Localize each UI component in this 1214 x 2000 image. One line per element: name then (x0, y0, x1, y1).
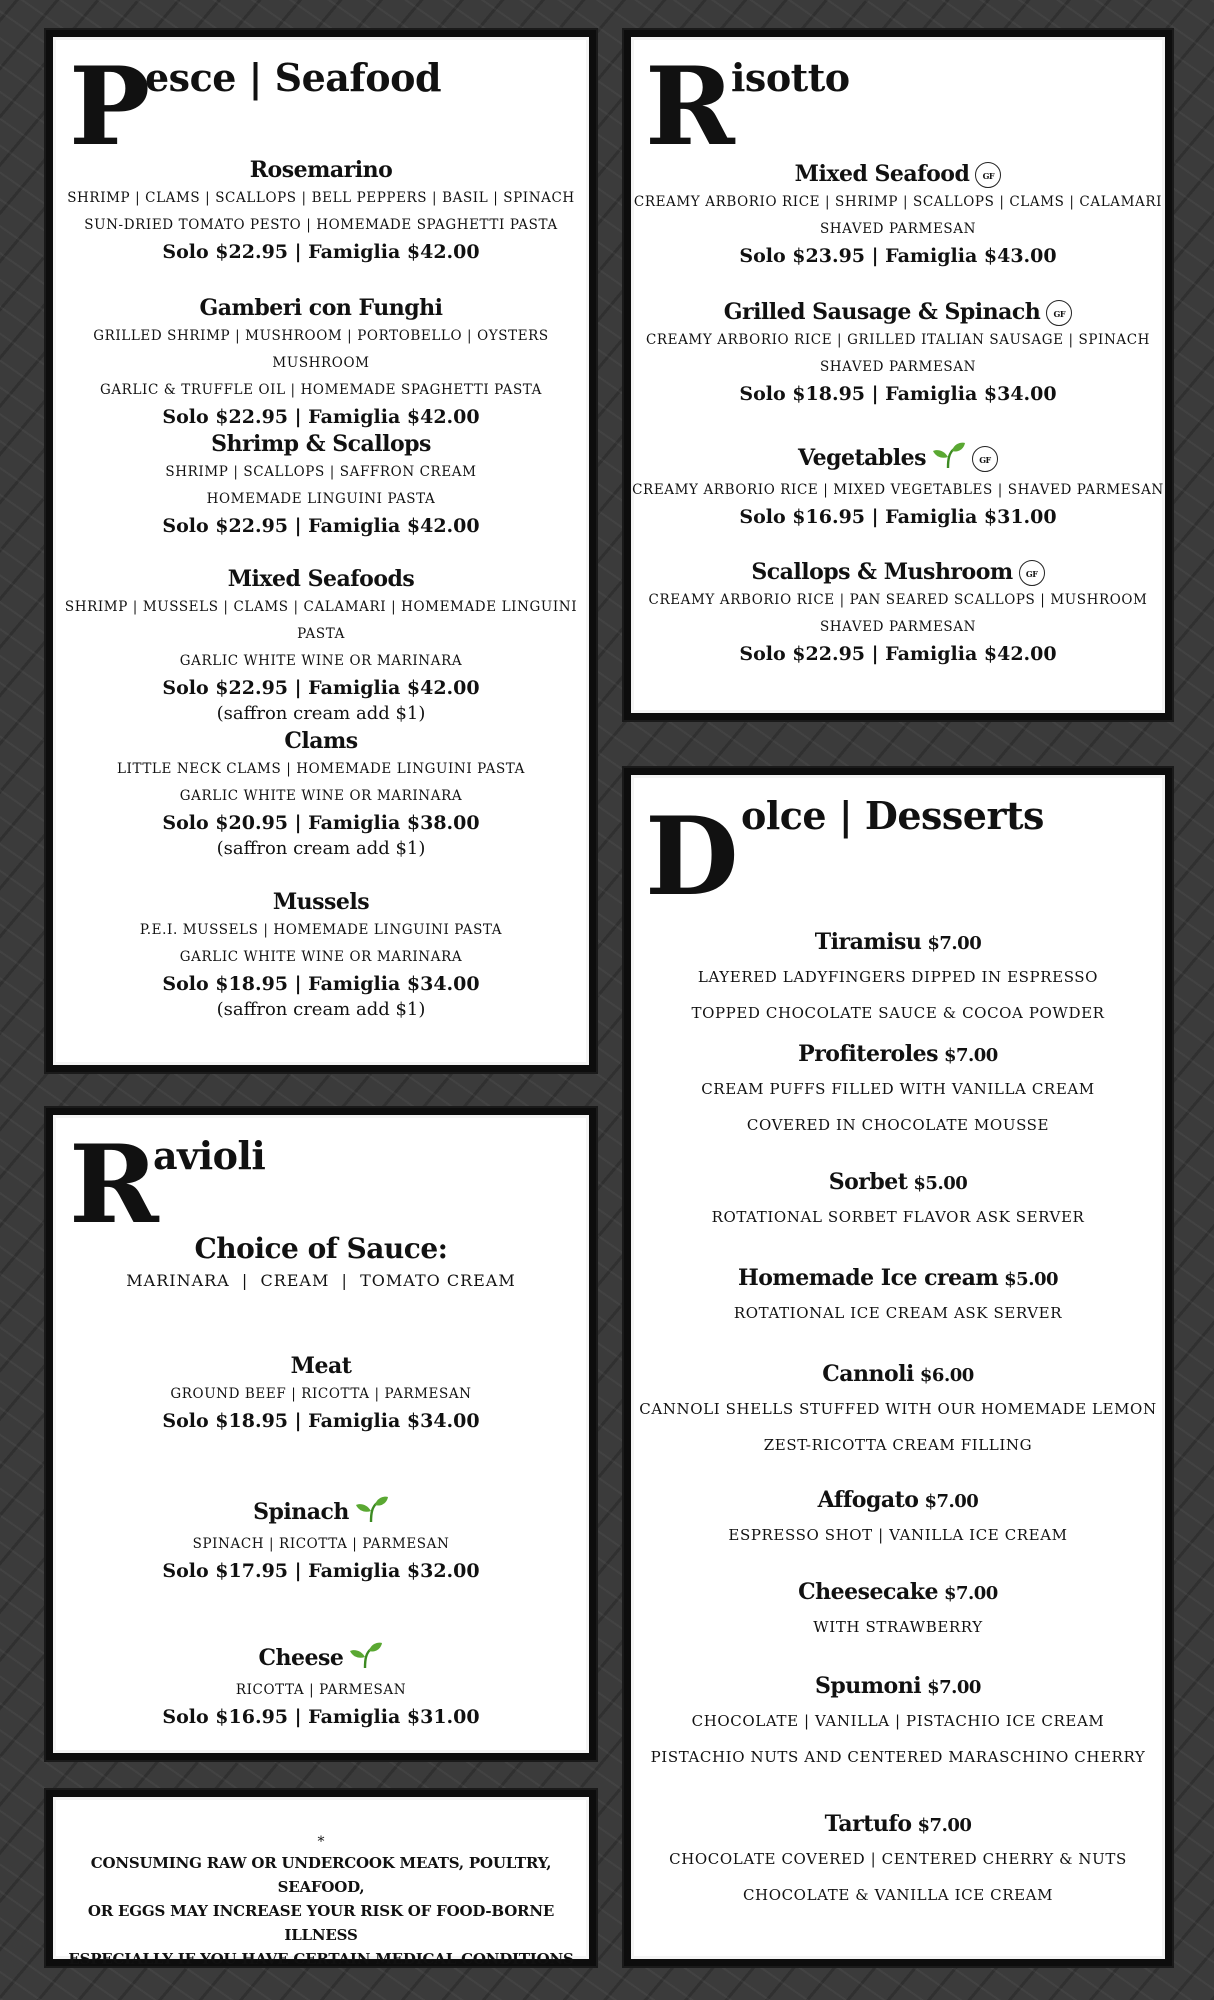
item-name: Spinach (253, 1499, 349, 1525)
risotto-panel (624, 30, 1172, 720)
item-heading (53, 155, 589, 185)
item-price: $7.00 (943, 1045, 998, 1066)
menu-item (631, 297, 1165, 407)
menu-item (631, 1039, 1165, 1143)
item-name: Mussels (272, 889, 370, 915)
vegetarian-leaf-icon (932, 441, 966, 477)
menu-item (53, 293, 589, 430)
item-heading (631, 1485, 1165, 1517)
item-description: CHOCOLATE COVERED | CENTERED CHERRY & NUTS (669, 1850, 1127, 1868)
item-description: SHAVED PARMESAN (819, 359, 977, 375)
ravioli-title: avioli (153, 1133, 266, 1178)
item-name: Profiteroles (798, 1041, 938, 1067)
allergy-warning-panel (46, 1790, 596, 1966)
sauce-choice-title: Choice of Sauce: (194, 1232, 448, 1265)
warning-line-2: OR EGGS MAY INCREASE YOUR RISK OF FOOD-BORNE ILLNESS (87, 1902, 555, 1944)
item-name: Homemade Ice cream (737, 1265, 999, 1291)
sauce-choice (53, 1231, 589, 1295)
menu-item (631, 1485, 1165, 1553)
item-price: Solo $22.95 | Famiglia $42.00 (162, 241, 480, 263)
menu-item (53, 155, 589, 265)
item-price: Solo $18.95 | Famiglia $34.00 (162, 1410, 480, 1432)
item-description: ZEST-RICOTTA CREAM FILLING (763, 1436, 1033, 1454)
gluten-free-icon: GF (975, 162, 1001, 188)
item-description: TOPPED CHOCOLATE SAUCE & COCOA POWDER (691, 1004, 1105, 1022)
warning-text (53, 1833, 589, 1971)
item-description: SUN-DRIED TOMATO PESTO | HOMEMADE SPAGHETTI PASTA (84, 217, 558, 233)
item-price: $7.00 (927, 933, 982, 954)
item-price: Solo $22.95 | Famiglia $42.00 (162, 515, 480, 537)
item-heading (631, 159, 1165, 189)
item-heading (631, 297, 1165, 327)
menu-item (631, 441, 1165, 530)
item-price: Solo $23.95 | Famiglia $43.00 (739, 245, 1057, 267)
item-description: P.E.I. MUSSELS | HOMEMADE LINGUINI PASTA (139, 922, 503, 938)
item-name: Tiramisu (814, 929, 922, 955)
item-name: Affogato (817, 1487, 919, 1513)
menu-item (53, 1495, 589, 1584)
item-price: Solo $17.95 | Famiglia $32.00 (162, 1560, 480, 1582)
item-description: CHOCOLATE | VANILLA | PISTACHIO ICE CREAM (691, 1712, 1105, 1730)
item-description: GARLIC WHITE WINE OR MARINARA (179, 788, 463, 804)
item-description: GRILLED SHRIMP | MUSHROOM | PORTOBELLO | OYSTERS MUSHROOM (93, 328, 549, 371)
item-name: Gamberi con Funghi (199, 295, 443, 321)
warning-line-3: ESPECIALLY IF YOU HAVE CERTAIN MEDICAL CONDITIONS (68, 1950, 574, 1968)
item-name: Scallops & Mushroom (751, 559, 1013, 585)
item-heading (53, 293, 589, 323)
item-price: $5.00 (1004, 1269, 1059, 1290)
item-description: CREAMY ARBORIO RICE | PAN SEARED SCALLOPS | MUSHROOM (648, 592, 1148, 608)
item-price: Solo $22.95 | Famiglia $42.00 (162, 406, 480, 428)
item-description: SHRIMP | CLAMS | SCALLOPS | BELL PEPPERS | BASIL | SPINACH (67, 190, 575, 206)
item-name: Vegetables (798, 445, 926, 471)
item-description: LAYERED LADYFINGERS DIPPED IN ESPRESSO (697, 968, 1099, 986)
item-name: Meat (290, 1353, 352, 1379)
item-heading (53, 564, 589, 594)
item-description: GARLIC WHITE WINE OR MARINARA (179, 653, 463, 669)
item-price: Solo $16.95 | Famiglia $31.00 (162, 1706, 480, 1728)
item-description: ROTATIONAL SORBET FLAVOR ASK SERVER (711, 1208, 1085, 1226)
vegetarian-leaf-icon (349, 1641, 383, 1677)
warning-star: * (317, 1834, 325, 1850)
item-price: $6.00 (919, 1365, 974, 1386)
item-price: Solo $22.95 | Famiglia $42.00 (162, 677, 480, 699)
pesce-initial: P (69, 44, 148, 170)
item-price: $7.00 (927, 1677, 981, 1698)
item-description: SPINACH | RICOTTA | PARMESAN (192, 1536, 450, 1552)
item-heading (53, 1351, 589, 1381)
item-description: CREAMY ARBORIO RICE | GRILLED ITALIAN SAUSAGE | SPINACH (645, 332, 1151, 348)
item-heading (631, 1809, 1165, 1841)
item-price: $7.00 (924, 1491, 979, 1512)
menu-item (53, 1641, 589, 1730)
item-price: Solo $18.95 | Famiglia $34.00 (739, 383, 1057, 405)
menu-item (631, 1263, 1165, 1331)
gluten-free-icon: GF (1046, 300, 1072, 326)
item-description: CREAM PUFFS FILLED WITH VANILLA CREAM (701, 1080, 1095, 1098)
item-description: PISTACHIO NUTS AND CENTERED MARASCHINO CHERRY (650, 1748, 1146, 1766)
gluten-free-icon: GF (1019, 560, 1045, 586)
menu-item (631, 927, 1165, 1031)
item-heading (631, 927, 1165, 959)
item-heading (631, 1263, 1165, 1295)
menu-item (53, 564, 589, 727)
item-description: CANNOLI SHELLS STUFFED WITH OUR HOMEMADE LEMON (639, 1400, 1157, 1418)
item-heading (53, 429, 589, 459)
dolce-desserts-panel (624, 768, 1172, 1966)
item-name: Mixed Seafoods (227, 566, 415, 592)
item-heading (53, 1641, 589, 1677)
item-description: SHAVED PARMESAN (819, 619, 977, 635)
risotto-title: isotto (731, 55, 850, 100)
ravioli-initial: R (69, 1122, 156, 1248)
ravioli-panel (46, 1108, 596, 1760)
item-name: Cheese (258, 1645, 344, 1671)
item-heading (631, 1167, 1165, 1199)
pesce-seafood-panel (46, 30, 596, 1072)
menu-item (631, 1809, 1165, 1913)
warning-line-1: CONSUMING RAW OR UNDERCOOK MEATS, POULTRY, SEAFOOD, (90, 1854, 552, 1896)
item-heading (631, 557, 1165, 587)
item-note: (saffron cream add $1) (216, 999, 426, 1020)
item-name: Spumoni (815, 1673, 922, 1699)
item-name: Shrimp & Scallops (211, 431, 431, 457)
item-price: Solo $20.95 | Famiglia $38.00 (162, 812, 480, 834)
pesce-title: esce | Seafood (145, 55, 442, 100)
item-price: $5.00 (913, 1173, 968, 1194)
item-heading (53, 1495, 589, 1531)
item-description: CHOCOLATE & VANILLA ICE CREAM (742, 1886, 1054, 1904)
item-price: $7.00 (917, 1815, 972, 1836)
dolce-initial: D (645, 794, 736, 920)
item-heading (53, 887, 589, 917)
item-description: GARLIC & TRUFFLE OIL | HOMEMADE SPAGHETTI PASTA (99, 382, 543, 398)
item-heading (631, 1359, 1165, 1391)
item-description: GARLIC WHITE WINE OR MARINARA (179, 949, 463, 965)
menu-item (631, 557, 1165, 667)
menu-item (631, 1167, 1165, 1235)
menu-item (53, 887, 589, 1023)
item-name: Cannoli (822, 1361, 914, 1387)
item-description: HOMEMADE LINGUINI PASTA (206, 491, 436, 507)
item-description: SHRIMP | SCALLOPS | SAFFRON CREAM (165, 464, 477, 480)
item-description: SHAVED PARMESAN (819, 221, 977, 237)
item-name: Sorbet (828, 1169, 908, 1195)
gluten-free-icon: GF (972, 446, 998, 472)
item-heading (631, 1577, 1165, 1609)
item-heading (631, 1039, 1165, 1071)
menu-item (53, 726, 589, 862)
menu-item (53, 1351, 589, 1434)
item-description: COVERED IN CHOCOLATE MOUSSE (746, 1116, 1050, 1134)
item-description: ROTATIONAL ICE CREAM ASK SERVER (733, 1304, 1063, 1322)
menu-item (631, 1577, 1165, 1645)
item-heading (631, 441, 1165, 477)
item-name: Mixed Seafood (794, 161, 970, 187)
menu-item (631, 1359, 1165, 1463)
item-name: Clams (284, 728, 358, 754)
item-description: WITH STRAWBERRY (813, 1618, 983, 1636)
item-description: ESPRESSO SHOT | VANILLA ICE CREAM (728, 1526, 1068, 1544)
item-price: Solo $16.95 | Famiglia $31.00 (739, 506, 1057, 528)
dolce-title: olce | Desserts (741, 793, 1044, 838)
menu-item (631, 1671, 1165, 1775)
item-heading (53, 726, 589, 756)
sauce-options: MARINARA | CREAM | TOMATO CREAM (126, 1271, 516, 1290)
menu-item (53, 429, 589, 539)
item-price: $7.00 (943, 1583, 998, 1604)
item-description: CREAMY ARBORIO RICE | MIXED VEGETABLES | SHAVED PARMESAN (632, 482, 1164, 498)
item-heading (631, 1671, 1165, 1703)
item-name: Tartufo (824, 1811, 912, 1837)
item-price: Solo $18.95 | Famiglia $34.00 (162, 973, 480, 995)
item-note: (saffron cream add $1) (216, 838, 426, 859)
item-price: Solo $22.95 | Famiglia $42.00 (739, 643, 1057, 665)
item-description: RICOTTA | PARMESAN (235, 1682, 407, 1698)
item-name: Cheesecake (798, 1579, 938, 1605)
item-note: (saffron cream add $1) (216, 703, 426, 724)
item-description: CREAMY ARBORIO RICE | SHRIMP | SCALLOPS | CLAMS | CALAMARI (633, 194, 1163, 210)
item-name: Grilled Sausage & Spinach (723, 299, 1041, 325)
menu-item (631, 159, 1165, 269)
item-description: SHRIMP | MUSSELS | CLAMS | CALAMARI | HOMEMADE LINGUINI PASTA (64, 599, 578, 642)
vegetarian-leaf-icon (355, 1495, 389, 1531)
risotto-initial: R (645, 44, 732, 170)
item-name: Rosemarino (249, 157, 393, 183)
item-description: GROUND BEEF | RICOTTA | PARMESAN (170, 1386, 472, 1402)
item-description: LITTLE NECK CLAMS | HOMEMADE LINGUINI PASTA (116, 761, 526, 777)
